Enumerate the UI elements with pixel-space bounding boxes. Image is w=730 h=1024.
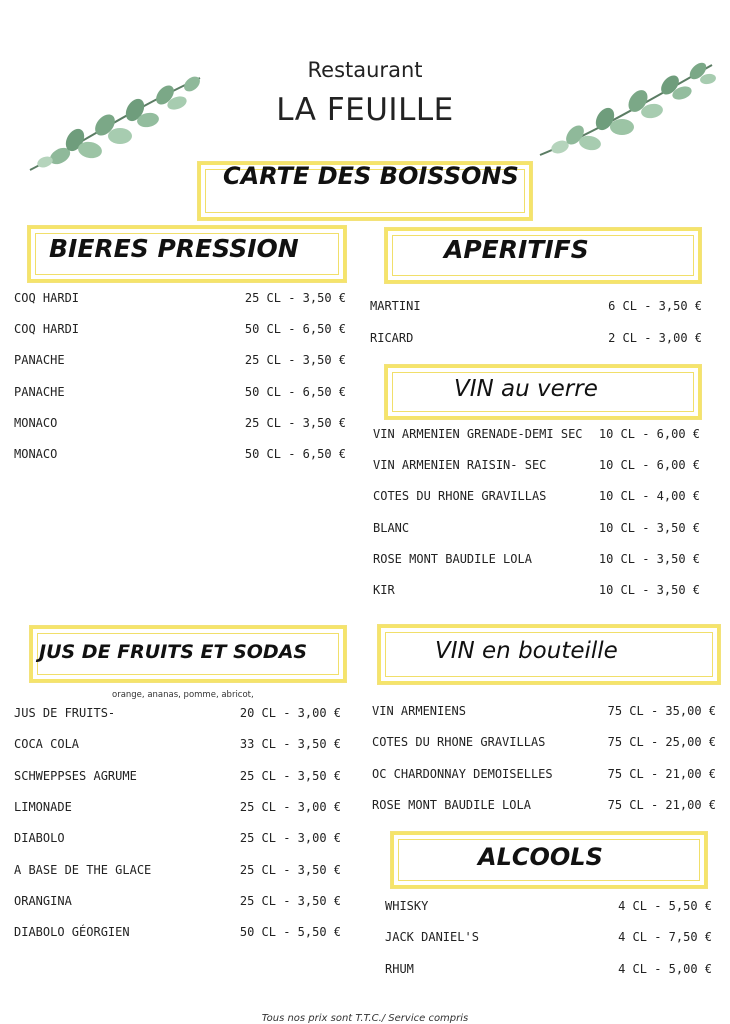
menu-item (14, 353, 346, 369)
menu-item-price: 25 CL - 3,50 € (239, 768, 341, 783)
vin-verre-header-box (385, 365, 701, 419)
menu-item (14, 416, 346, 432)
restaurant-subtitle: Restaurant (307, 58, 423, 82)
menu-item (14, 925, 341, 941)
menu-item (373, 489, 700, 505)
aperitifs-title: APERITIFS (444, 235, 589, 264)
menu-item (373, 583, 700, 599)
menu-item-name: MONACO (14, 447, 58, 461)
bieres-title: BIERES PRESSION (49, 234, 299, 263)
menu-item (370, 331, 702, 347)
menu-item-price: 50 CL - 5,50 € (239, 925, 341, 940)
menu-item-name: DIABOLO GÉORGIEN (14, 925, 130, 940)
menu-item (373, 458, 700, 474)
menu-item-name: COTES DU RHONE GRAVILLAS (373, 489, 547, 504)
menu-item-name: KIR (373, 583, 395, 597)
menu-item-name: RHUM (385, 961, 414, 976)
menu-item (14, 291, 346, 307)
menu-item-name: ORANGINA (14, 893, 72, 908)
menu-item-price: 25 CL - 3,50 € (239, 893, 341, 908)
menu-item-price: 25 CL - 3,00 € (239, 831, 341, 846)
menu-item (14, 894, 341, 910)
menu-item-price: 25 CL - 3,50 € (244, 353, 346, 368)
menu-title: CARTE DES BOISSONS (223, 162, 519, 190)
menu-item (14, 322, 346, 338)
menu-item-name: OC CHARDONNAY DEMOISELLES (372, 766, 553, 781)
alcools-title: ALCOOLS (478, 843, 603, 871)
menu-item-name: BLANC (373, 520, 410, 535)
menu-item-price: 50 CL - 6,50 € (244, 447, 346, 461)
menu-item (14, 831, 341, 847)
menu-item-price: 50 CL - 6,50 € (244, 384, 346, 399)
menu-item-name: LIMONADE (14, 799, 72, 814)
menu-item-price: 25 CL - 3,50 € (244, 291, 346, 305)
jus-note: orange, ananas, pomme, abricot, (112, 690, 254, 700)
menu-item-price: 10 CL - 4,00 € (598, 489, 700, 504)
menu-item-price: 10 CL - 6,00 € (598, 458, 700, 473)
alcools-header-box (391, 832, 707, 888)
menu-item-name: VIN ARMENIEN RAISIN- SEC (373, 458, 547, 473)
menu-item-price: 10 CL - 6,00 € (598, 427, 700, 441)
menu-item-price: 25 CL - 3,50 € (239, 862, 341, 877)
menu-item-name: COTES DU RHONE GRAVILLAS (372, 735, 546, 750)
restaurant-name: LA FEUILLE (276, 92, 454, 128)
menu-item (373, 552, 700, 568)
menu-item (372, 767, 716, 783)
menu-item-name: JACK DANIEL'S (385, 930, 479, 945)
menu-item (14, 769, 341, 785)
vin-bouteille-title: VIN en bouteille (435, 638, 618, 664)
menu-item-name: DIABOLO (14, 831, 65, 846)
menu-item-price: 10 CL - 3,50 € (598, 551, 700, 566)
menu-item-price: 10 CL - 3,50 € (598, 520, 700, 535)
menu-item (14, 800, 341, 816)
footer-note: Tous nos prix sont T.T.C./ Service compris (261, 1013, 469, 1024)
menu-item-price: 50 CL - 6,50 € (244, 322, 346, 337)
menu-item-price: 4 CL - 7,50 € (618, 930, 712, 945)
menu-item (372, 735, 716, 751)
menu-item-price: 4 CL - 5,50 € (618, 899, 712, 913)
menu-item-price: 25 CL - 3,50 € (244, 415, 346, 430)
menu-item-price: 75 CL - 25,00 € (607, 735, 716, 750)
menu-item (372, 704, 716, 720)
menu-item-price: 4 CL - 5,00 € (618, 961, 712, 976)
menu-item-name: A BASE DE THE GLACE (14, 862, 152, 877)
jus-title: JUS DE FRUITS ET SODAS (39, 641, 308, 663)
menu-item-name: PANACHE (14, 384, 65, 399)
menu-item (385, 962, 712, 978)
menu-item-price: 10 CL - 3,50 € (598, 583, 700, 597)
menu-item-price: 25 CL - 3,00 € (239, 799, 341, 814)
menu-item (14, 863, 341, 879)
menu-item (14, 447, 346, 463)
menu-item-name: COQ HARDI (14, 322, 80, 337)
menu-item (385, 899, 712, 915)
menu-item-price: 75 CL - 35,00 € (607, 704, 716, 718)
menu-item-name: PANACHE (14, 353, 65, 368)
menu-item-price: 2 CL - 3,00 € (608, 330, 702, 345)
menu-item-name: MARTINI (370, 299, 421, 313)
menu-item-name: SCHWEPPSES AGRUME (14, 768, 137, 783)
menu-item-price: 20 CL - 3,00 € (239, 706, 341, 720)
menu-item (372, 798, 716, 814)
menu-item-name: ROSE MONT BAUDILE LOLA (373, 551, 532, 566)
vin-bouteille-header-box (378, 625, 720, 684)
menu-item-name: VIN ARMENIENS (372, 704, 466, 718)
aperitifs-header-box (385, 228, 701, 283)
menu-item-price: 75 CL - 21,00 € (607, 766, 716, 781)
vin-verre-title: VIN au verre (454, 376, 598, 402)
jus-header-box (30, 626, 346, 682)
menu-item (370, 299, 702, 315)
menu-item (373, 521, 700, 537)
menu-item-name: COQ HARDI (14, 291, 80, 305)
menu-item-name: WHISKY (385, 899, 429, 913)
menu-item-name: RICARD (370, 330, 414, 345)
menu-item (14, 737, 341, 753)
menu-title-box (198, 162, 532, 220)
menu-item-name: COCA COLA (14, 737, 80, 752)
menu-item-name: ROSE MONT BAUDILE LOLA (372, 797, 531, 812)
menu-item-price: 75 CL - 21,00 € (607, 797, 716, 812)
menu-item (14, 706, 341, 722)
menu-item-price: 6 CL - 3,50 € (608, 299, 702, 313)
menu-item-name: JUS DE FRUITS- (14, 706, 116, 720)
menu-item (385, 930, 712, 946)
bieres-header-box (28, 226, 346, 282)
menu-item (14, 385, 346, 401)
menu-item-name: MONACO (14, 415, 58, 430)
menu-item (373, 427, 700, 443)
menu-item-name: VIN ARMENIEN GRENADE-DEMI SEC (373, 427, 583, 441)
menu-item-price: 33 CL - 3,50 € (239, 737, 341, 752)
